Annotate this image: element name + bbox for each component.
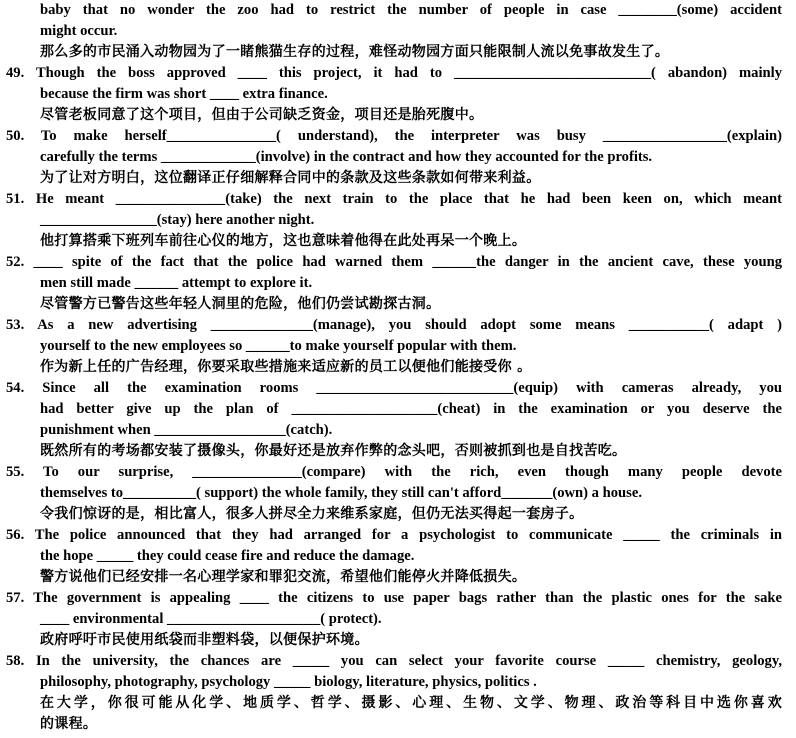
- text-line: yourself to the new employees so ______to make yourself popular with them.: [40, 338, 517, 354]
- translation-line: 他打算搭乘下班列车前往心仪的地方，这也意味着他得在此处再呆一个晚上。: [40, 233, 527, 249]
- translation-line: 的课程。: [40, 716, 98, 732]
- question-51-line: 51. He meant _______________(take) the next train to the place that he had been keen on, which meant: [6, 191, 782, 207]
- question-53-line: 53. As a new advertising ______________(manage), you should adopt some means ___________( adapt ): [6, 317, 782, 333]
- question-57-line: 57. The government is appealing ____ the citizens to use paper bags rather than the plastic ones for the sake: [6, 590, 782, 606]
- translation-line: 政府呼吁市民使用纸袋而非塑料袋，以便保护环境。: [40, 632, 369, 648]
- translation-line: 尽管警方已警告这些年轻人洞里的危险，他们仍尝试勘探古洞。: [40, 296, 441, 312]
- translation-line: 那么多的市民涌入动物园为了一睹熊猫生存的过程，难怪动物园方面只能限制人流以免事故发生了。: [40, 44, 670, 60]
- question-52-line: 52. ____ spite of the fact that the police had warned them ______the danger in the ancient cave, these young: [6, 254, 782, 270]
- translation-line: 在大学，你很可能从化学、地质学、哲学、摄影、心理、生物、文学、物理、政治等科目中选你喜欢: [40, 695, 782, 711]
- translation-line: 既然所有的考场都安装了摄像头，你最好还是放弃作弊的念头吧，否则被抓到也是自找苦吃。: [40, 443, 627, 459]
- text-line: philosophy, photography, psychology _____ biology, literature, physics, politics .: [40, 674, 537, 690]
- question-49-line: 49. Though the boss approved ____ this project, it had to ___________________________( abandon) mainly: [6, 65, 782, 81]
- translation-line: 尽管老板同意了这个项目，但由于公司缺乏资金，项目还是胎死腹中。: [40, 107, 484, 123]
- translation-line: 令我们惊讶的是，相比富人，很多人拼尽全力来维系家庭，但仍无法买得起一套房子。: [40, 506, 584, 522]
- question-54-line: 54. Since all the examination rooms ___________________________(equip) with cameras already, you: [6, 380, 782, 396]
- text-line: men still made ______ attempt to explore it.: [40, 275, 313, 291]
- text-line: because the firm was short ____ extra finance.: [40, 86, 328, 102]
- question-55-line: 55. To our surprise, _______________(compare) with the rich, even though many people devote: [6, 464, 782, 480]
- text-line: carefully the terms _____________(involve) in the contract and how they accounted for the profits.: [40, 149, 653, 165]
- text-line: might occur.: [40, 23, 118, 39]
- text-line: ________________(stay) here another night.: [40, 212, 315, 228]
- text-line: had better give up the plan of ____________________(cheat) in the examination or you deserve the: [40, 401, 782, 417]
- text-line: the hope _____ they could cease fire and reduce the damage.: [40, 548, 415, 564]
- question-56-line: 56. The police announced that they had arranged for a psychologist to communicate _____ the criminals in: [6, 527, 782, 543]
- text-line: ____ environmental _____________________( protect).: [40, 611, 382, 627]
- text-line: themselves to__________( support) the whole family, they still can't afford_______(own) a house.: [40, 485, 642, 501]
- question-50-line: 50. To make herself_______________( understand), the interpreter was busy _________________(explain): [6, 128, 782, 144]
- translation-line: 为了让对方明白，这位翻译正仔细解释合同中的条款及这些条款如何带来利益。: [40, 170, 541, 186]
- translation-line: 作为新上任的广告经理，你要采取些措施来适应新的员工以便他们能接受你 。: [40, 359, 532, 375]
- text-line: baby that no wonder the zoo had to restrict the number of people in case ________(some) accident: [40, 2, 782, 18]
- translation-line: 警方说他们已经安排一名心理学家和罪犯交流，希望他们能停火并降低损失。: [40, 569, 527, 585]
- question-58-line: 58. In the university, the chances are _____ you can select your favorite course _____ chemistry, geology,: [6, 653, 782, 669]
- text-line: punishment when __________________(catch).: [40, 422, 333, 438]
